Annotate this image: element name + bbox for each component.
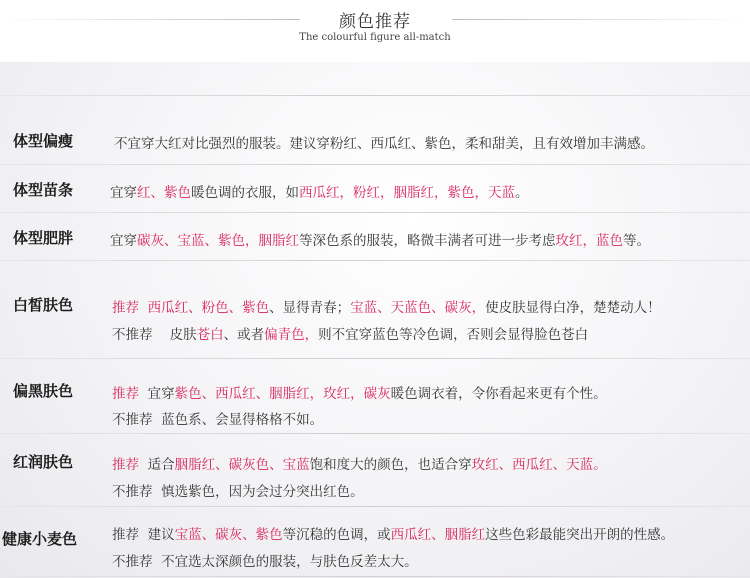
highlight-text: 推荐 xyxy=(112,300,139,316)
body-text: 则不宜穿蓝色等冷色调，否则会显得脸色苍白 xyxy=(318,327,589,343)
body-text: 。 xyxy=(515,185,529,201)
highlight-text: 宝蓝、天蓝色、碳灰， xyxy=(350,300,486,316)
row-divider xyxy=(0,260,750,261)
section-header xyxy=(0,0,750,62)
row-text-rosy-skin-recommend xyxy=(112,453,607,473)
body-text: 、或者 xyxy=(223,327,265,343)
highlight-text: 偏青色， xyxy=(264,327,319,343)
highlight-text: 红、紫色 xyxy=(137,185,191,201)
body-text xyxy=(139,300,148,316)
highlight-text: 碳灰、宝蓝、紫色，胭脂红 xyxy=(137,233,299,249)
row-text-fair-skin-recommend xyxy=(112,296,661,316)
recommendation-panel xyxy=(0,62,750,578)
body-text: 饱和度大的颜色，也适合穿 xyxy=(309,457,472,473)
row-text-slender xyxy=(110,181,529,201)
row-divider xyxy=(0,164,750,165)
highlight-text: 西瓜红、粉色、紫色 xyxy=(147,300,270,316)
section-title: 颜色推荐 xyxy=(339,12,411,32)
row-text-slim xyxy=(114,132,654,152)
highlight-text: 玫红、西瓜红、天蓝。 xyxy=(471,457,607,473)
body-text: 不宜选太深颜色的服装，与肤色反差太大。 xyxy=(152,554,418,570)
row-text-wheat-skin-avoid xyxy=(112,550,418,570)
body-text: 暖色调的衣服，如 xyxy=(191,185,299,201)
row-text-dark-skin-avoid xyxy=(112,408,323,428)
highlight-text: 推荐 xyxy=(112,457,139,473)
body-text: 不推荐 xyxy=(112,554,153,570)
row-divider xyxy=(0,506,750,507)
body-text: 适合 xyxy=(139,457,175,473)
body-text: 、显得青春； xyxy=(269,300,351,316)
row-text-rosy-skin-avoid xyxy=(112,480,364,500)
row-label-rosy-skin: 红润肤色 xyxy=(13,453,74,471)
row-label-dark-skin: 偏黑肤色 xyxy=(13,382,74,400)
body-text: 不推荐 xyxy=(112,327,153,343)
highlight-text: 苍白 xyxy=(196,327,224,343)
highlight-text: 宝蓝、碳灰、紫色 xyxy=(174,527,283,543)
row-divider xyxy=(0,212,750,213)
body-text: 不推荐 xyxy=(112,412,153,428)
highlight-text: 推荐 xyxy=(112,386,139,402)
row-text-dark-skin-recommend xyxy=(112,382,607,402)
row-label-plump: 体型肥胖 xyxy=(13,229,74,247)
body-text: 不推荐 xyxy=(112,484,153,500)
body-text: 建议 xyxy=(139,527,175,543)
row-label-slender: 体型苗条 xyxy=(13,181,74,199)
row-text-wheat-skin-recommend xyxy=(112,523,674,543)
body-text: 使皮肤显得白净，楚楚动人！ xyxy=(485,300,661,316)
highlight-text: 胭脂红、碳灰色、宝蓝 xyxy=(174,457,310,473)
body-text: 推荐 xyxy=(112,527,139,543)
row-label-fair-skin: 白皙肤色 xyxy=(13,296,74,314)
body-text: 皮肤 xyxy=(152,327,197,343)
highlight-text: 紫色、西瓜红、胭脂红，玫红，碳灰 xyxy=(174,386,391,402)
body-text: 宜穿 xyxy=(110,185,137,201)
body-text: 这些色彩最能突出开朗的性感。 xyxy=(485,527,675,543)
row-label-slim: 体型偏瘦 xyxy=(13,132,74,150)
row-divider xyxy=(0,358,750,359)
highlight-text: 西瓜红，粉红，胭脂红，紫色，天蓝 xyxy=(299,185,515,201)
row-text-fair-skin-avoid xyxy=(112,323,588,343)
body-text: 慎选紫色，因为会过分突出红色。 xyxy=(152,484,364,500)
body-text: 等。 xyxy=(623,233,650,249)
highlight-text: 西瓜红、胭脂红 xyxy=(390,527,486,543)
row-text-plump xyxy=(110,229,650,249)
body-text: 宜穿 xyxy=(110,233,137,249)
row-divider xyxy=(0,95,750,96)
body-text: 等深色系的服装，略微丰满者可进一步考虑 xyxy=(299,233,556,249)
section-subtitle: The colourful figure all-match xyxy=(299,32,451,43)
body-text: 蓝色系、会显得格格不如。 xyxy=(152,412,324,428)
body-text: 暖色调衣着，令你看起来更有个性。 xyxy=(390,386,607,402)
body-text: 宜穿 xyxy=(139,386,175,402)
row-divider xyxy=(0,433,750,434)
body-text: 等沉稳的色调，或 xyxy=(282,527,391,543)
row-divider xyxy=(0,576,750,577)
highlight-text: 玫红，蓝色 xyxy=(555,233,623,249)
row-label-wheat-skin: 健康小麦色 xyxy=(2,530,78,548)
body-text: 不宜穿大红对比强烈的服装。建议穿粉红、西瓜红、紫色，柔和甜美，且有效增加丰满感。 xyxy=(114,136,654,152)
